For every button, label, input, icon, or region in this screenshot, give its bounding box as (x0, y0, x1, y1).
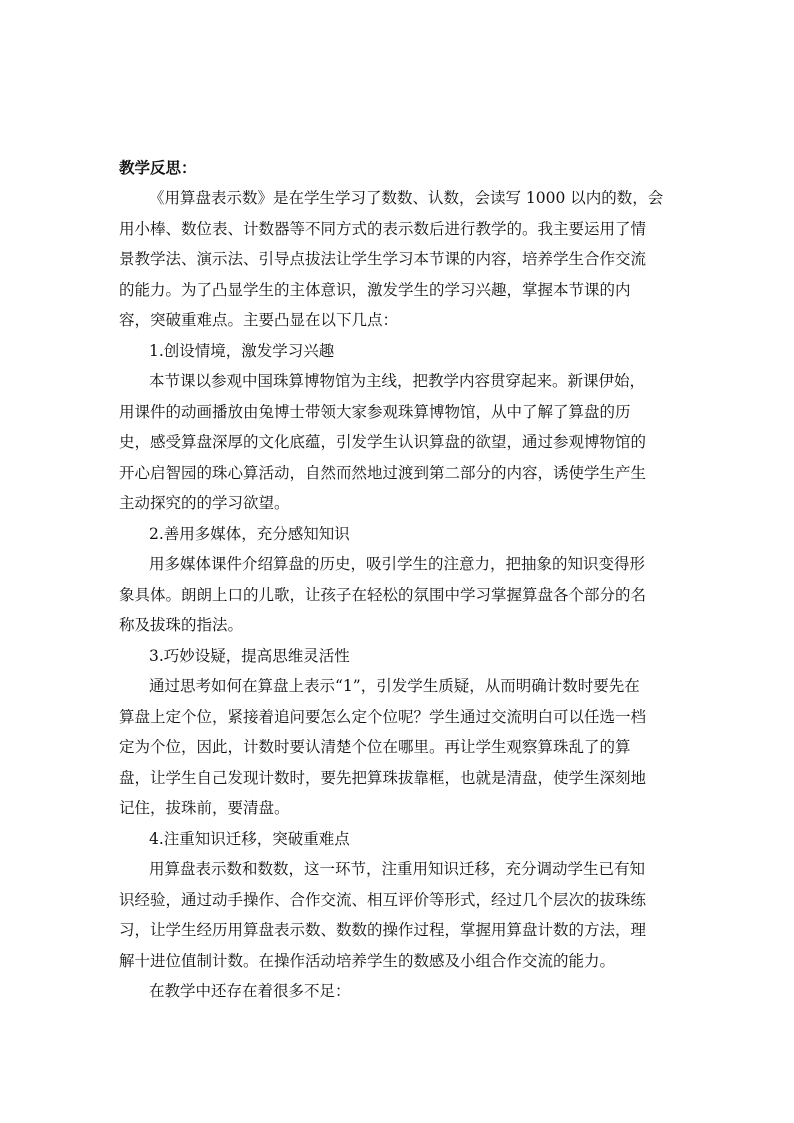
paragraph-line: 容，突破重难点。主要凸显在以下几点： (119, 311, 399, 329)
paragraph-line: 习，让学生经历用算盘表示数、数数的操作过程，掌握用算盘计数的方法，理 (119, 921, 647, 939)
paragraph-line: 主动探究的的学习欲望。 (119, 494, 290, 512)
document-body (119, 153, 679, 1007)
point-heading: 2.善用多媒体，充分感知知识 (149, 524, 350, 543)
paragraph-line: 用多媒体课件介绍算盘的历史，吸引学生的注意力，把抽象的知识变得形 (149, 555, 646, 573)
paragraph-line: 景教学法、演示法、引导点拔法让学生学习本节课的内容，培养学生合作交流 (119, 250, 647, 268)
paragraph-line: 通过思考如何在算盘上表示“1”，引发学生质疑，从而明确计数时要先在 (149, 677, 640, 695)
point-heading: 3.巧妙设疑，提高思维灵活性 (149, 646, 350, 665)
paragraph-line: 开心启智园的珠心算活动，自然而然地过渡到第二部分的内容，诱使学生产生 (119, 463, 647, 482)
paragraph-line: 定为个位，因此，计数时要认清楚个位在哪里。再让学生观察算珠乱了的算 (119, 738, 631, 756)
paragraph-line: 算盘上定个位，紧接着追问要怎么定个位呢？学生通过交流明白可以任选一档 (119, 707, 647, 726)
paragraph-line: 记住，拔珠前，要清盘。 (119, 799, 290, 817)
paragraph-line: 称及拔珠的指法。 (119, 616, 244, 634)
paragraph-line: 象具体。朗朗上口的儿歌，让孩子在轻松的氛围中学习掌握算盘各个部分的名 (119, 585, 647, 604)
paragraph-line: 本节课以参观中国珠算博物馆为主线，把教学内容贯穿起来。新课伊始， (149, 372, 646, 390)
paragraph-line: 史，感受算盘深厚的文化底蕴，引发学生认识算盘的欲望，通过参观博物馆的 (119, 433, 647, 451)
paragraph-line: 用小棒、数位表、计数器等不同方式的表示数后进行教学的。我主要运用了情 (119, 219, 647, 238)
paragraph-line: 解十进位值制计数。在操作活动培养学生的数感及小组合作交流的能力。 (119, 951, 616, 970)
point-heading: 1.创设情境，激发学习兴趣 (149, 341, 335, 360)
paragraph-line: 《用算盘表示数》是在学生学习了数数、认数，会读写 1000 以内的数，会 (149, 189, 664, 207)
paragraph-line: 盘，让学生自己发现计数时，要先把算珠拔靠框，也就是清盘，使学生深刻地 (119, 768, 647, 787)
point-heading: 4.注重知识迁移，突破重难点 (149, 829, 350, 848)
paragraph-line: 用算盘表示数和数数，这一环节，注重用知识迁移，充分调动学生已有知 (149, 860, 646, 878)
paragraph-line: 识经验，通过动手操作、合作交流、相互评价等形式，经过几个层次的拔珠练 (119, 890, 647, 909)
paragraph-line: 在教学中还存在着很多不足： (149, 982, 351, 1000)
paragraph-line: 用课件的动画播放由兔博士带领大家参观珠算博物馆，从中了解了算盘的历 (119, 402, 631, 421)
paragraph-line: 的能力。为了凸显学生的主体意识，激发学生的学习兴趣，掌握本节课的内 (119, 280, 631, 299)
section-heading: 教学反思： (119, 158, 197, 177)
